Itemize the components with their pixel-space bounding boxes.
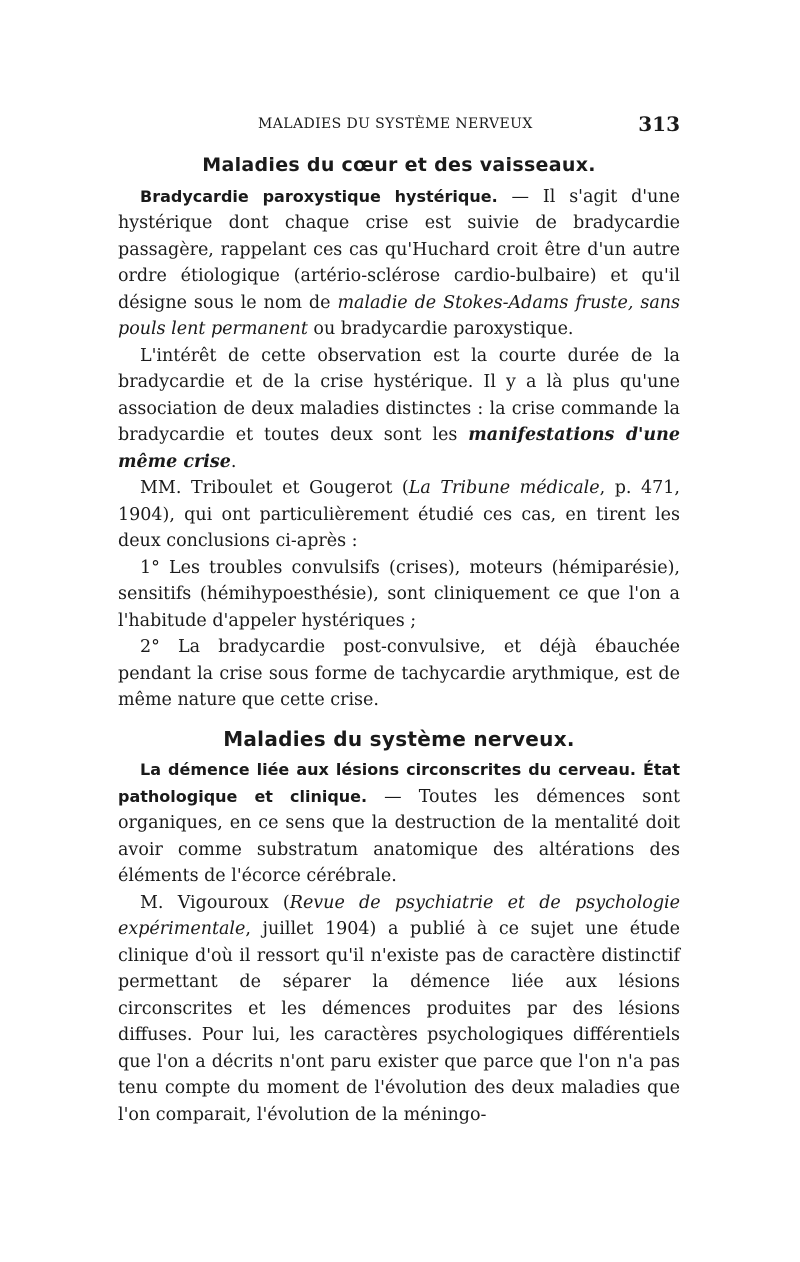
conclusion-2: 2° La bradycardie post-convulsive, et déjà ébauchée pendant la crise sous forme de tachycardie arythmique, est de même nature que cette crise. [118,637,680,710]
paragraph-text: . [230,451,237,472]
paragraph-text: MM. Triboulet et Gougerot ( [140,478,409,498]
page-number: 313 [638,112,680,136]
paragraph-bradycardie [118,184,680,343]
paragraph-demence [118,757,680,890]
italic-term: manifestations d'une même crise [118,425,680,472]
paragraph-lead: La démence liée aux lésions circonscrites du cerveau. État pathologique et clinique. [118,760,680,806]
paragraph-text: , p. 471, 1904), qui ont particulièrement étudié ces cas, en tirent les deux conclusions ci-après : [118,478,680,551]
paragraph-text: , juillet 1904) a publié à ce sujet une étude clinique d'où il ressort qu'il n'existe pas de caractère distinctif permettant de séparer la démence liée aux lésions circonscrites et les démences produites par des lésions diffuses. Pour lui, les caractères psychologiques différentiels que l'on a décrits n'ont paru exister que parce que l'on n'a pas tenu compte du moment de l'évolution des deux maladies que l'on comparait, l'évolution de la méningo- [118,919,680,1125]
journal-title: Revue de psychiatrie et de psychologie expérimentale [118,892,680,939]
paragraph-text: M. Vigouroux ( [140,892,290,913]
conclusion-1: 1° Les troubles convulsifs (crises), moteurs (hémiparésie), sensitifs (hémihypoesthésie), sont cliniquement ce que l'on a l'habitude d'appeler hystériques ; [118,557,680,631]
paragraph-vigouroux [118,890,680,1129]
paragraph-interet [118,343,680,476]
running-head [118,112,680,140]
paragraph-text: — Il s'agit d'une hystérique dont chaque crise est suivie de bradycardie passagère, rappelant ces cas qu'Huchard croit être d'un autre ordre étiologique (artério-sclérose cardio-bulbaire) et qu'il désigne sous le nom de [118,186,680,313]
journal-title: La Tribune médicale [408,478,600,498]
paragraph-triboulet [118,475,680,555]
paragraph-text: — Toutes les démences sont organiques, en ce sens que la destruction de la mentalité doit avoir comme substratum anatomique des altérations des éléments de l'écorce cérébrale. [118,786,680,886]
paragraph-text: L'intérêt de cette observation est la courte durée de la bradycardie et de la crise hystérique. Il y a là plus qu'une association de deux maladies distinctes : la crise commande la bradycardie et toutes deux sont les [118,345,680,445]
paragraph-text: ou bradycardie paroxystique. [307,319,574,339]
section-heading-nervous: Maladies du système nerveux. [223,726,575,751]
section-heading-heart: Maladies du cœur et des vaisseaux. [202,154,596,176]
paragraph-lead: Bradycardie paroxystique hystérique. [140,186,498,206]
italic-term: maladie de Stokes-Adams fruste, sans pouls lent permanent [118,292,681,339]
body-text [118,152,680,1128]
running-title: MALADIES DU SYSTÈME NERVEUX [258,116,533,132]
